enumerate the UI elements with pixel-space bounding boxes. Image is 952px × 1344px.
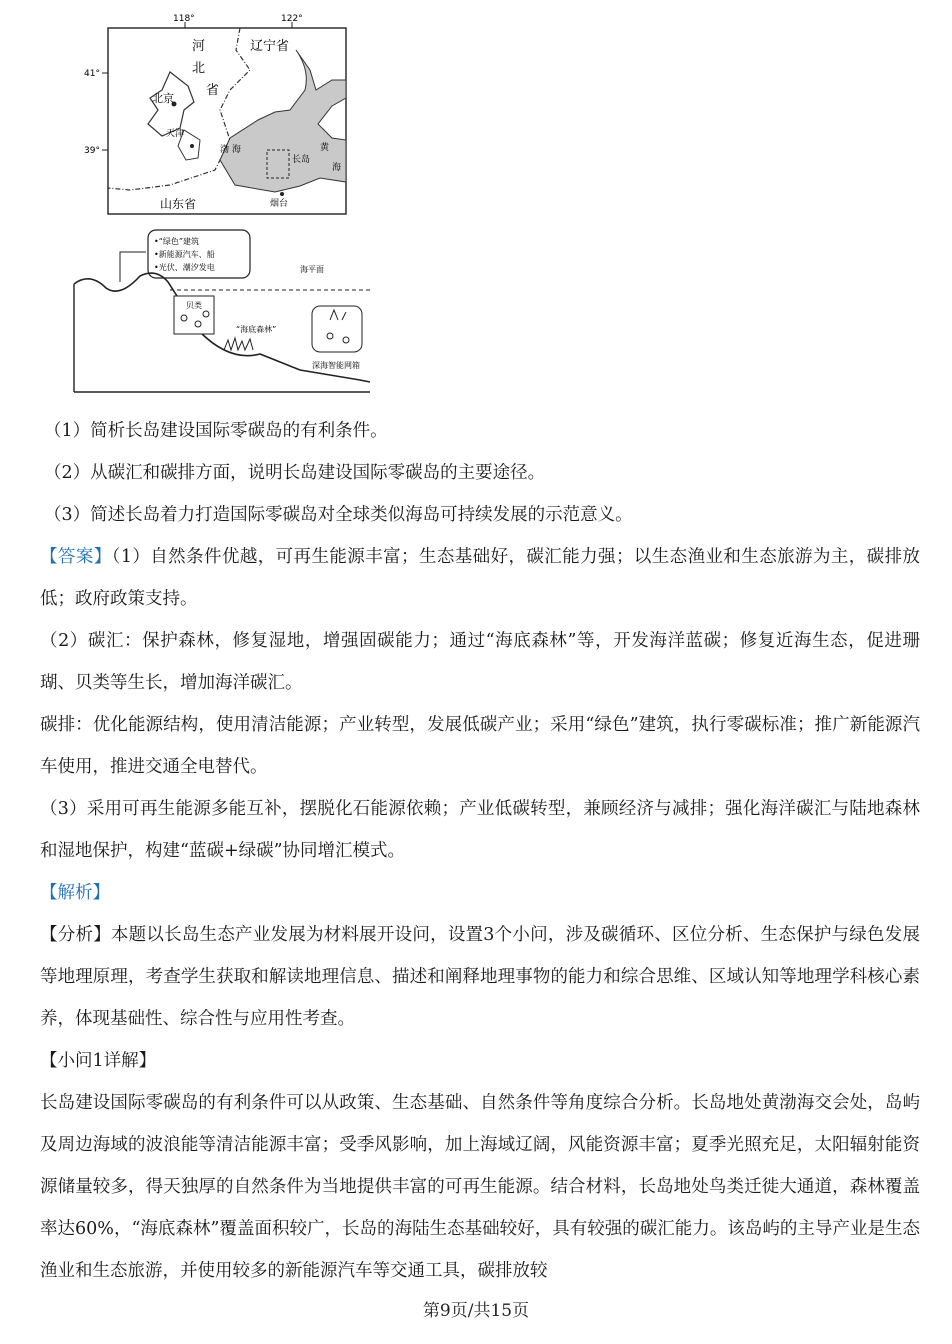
hebei-2: 北	[192, 61, 206, 76]
answer-part-2: （2）碳汇：保护森林，修复湿地，增强固碳能力；通过“海底森林”等，开发海洋蓝碳；修复近海生态，促进珊瑚、贝类等生长，增加海洋碳汇。	[40, 631, 920, 693]
net-cage-box	[312, 306, 362, 352]
sea-level-label: 海平面	[300, 265, 324, 274]
subquestion-1-detail: 长岛建设国际零碳岛的有利条件可以从政策、生态基础、自然条件等角度综合分析。长岛地处黄渤海交会处，岛屿及周边海域的波浪能等清洁能源丰富；受季风影响，加上海域辽阔，风能资源丰富；夏季光照充足，太阳辐射能资源储量较多，得天独厚的自然条件为当地提供丰富的可再生能源。结合材料，长岛地处鸟类迁徙大通道，森林覆盖率达60%，“海底森林”覆盖面积较广，长岛的海陆生态基础较好，具有较强的碳汇能力。该岛屿的主导产业是生态渔业和生态旅游，并使用较多的新能源汽车等交通工具，碳排放较	[40, 1093, 920, 1281]
seafloor-forest-label: “海底森林”	[236, 325, 277, 334]
lon-118: 118°	[173, 14, 195, 24]
analysis-overview: 【分析】本题以长岛生态产业发展为材料展开设问，设置3个小问，涉及碳循环、区位分析、生态保护与绿色发展等地理原理，考查学生获取和解读地理信息、描述和阐释地理事物的能力和综合思维、区域认知等地理学科核心素养，体现基础性、综合性与应用性考查。	[40, 925, 920, 1029]
text-content	[40, 410, 920, 1292]
tianjin-dot	[190, 144, 194, 148]
lat-39: 39°	[84, 146, 100, 156]
tianjin-label: 天津	[166, 129, 185, 139]
question-3: （3）简述长岛着力打造国际零碳岛对全球类似海岛可持续发展的示范意义。	[44, 505, 633, 525]
changdao-label: 长岛	[292, 155, 311, 165]
answer-part-3: （3）采用可再生能源多能互补，摆脱化石能源依赖；产业低碳转型，兼顾经济与减排；强化海洋碳汇与陆地森林和湿地保护，构建“蓝碳+绿碳”协同增汇模式。	[40, 799, 920, 861]
net-cage-label: 深海智能网箱	[312, 361, 360, 370]
measure-new-energy: •新能源汽车、船	[154, 250, 215, 259]
hebei-1: 河	[192, 39, 206, 54]
measure-solar-tidal: •光伏、潮汐发电	[154, 263, 215, 272]
hebei-3: 省	[206, 83, 220, 98]
answer-part-2-emissions: 碳排：优化能源结构，使用清洁能源；产业转型，发展低碳产业；采用“绿色”建筑，执行零碳标准；推广新能源汽车使用，推进交通全电替代。	[40, 715, 920, 777]
analysis-tag: 【解析】	[40, 883, 110, 903]
bohai-label: 渤 海	[220, 145, 241, 155]
box-arrow	[120, 252, 146, 282]
answer-part-1	[40, 536, 920, 620]
shandong-label: 山东省	[160, 197, 197, 211]
yantai-dot	[280, 192, 284, 196]
page-number: 第9页/共15页	[422, 1301, 530, 1321]
liaoning-label: 辽宁省	[250, 39, 290, 54]
zero-carbon-diagram	[60, 222, 390, 397]
answer-tag: 【答案】	[40, 547, 112, 567]
lon-122: 122°	[281, 14, 303, 24]
beijing-label: 北京	[152, 92, 174, 105]
location-map	[70, 10, 390, 220]
answer-text-1: （1）自然条件优越，可再生能源丰富；生态基础好，碳汇能力强；以生态渔业和生态旅游为主，碳排放低；政府政策支持。	[40, 547, 921, 609]
measure-green-building: •“绿色”建筑	[154, 237, 200, 246]
yellow-sea-1: 黄	[320, 143, 330, 153]
subquestion-1-title: 【小问1详解】	[40, 1051, 157, 1071]
yellow-sea-2: 海	[332, 163, 342, 173]
yantai-label: 烟台	[270, 199, 289, 209]
seaweed-icon	[224, 338, 253, 350]
lat-41: 41°	[84, 69, 100, 79]
question-1: （1）简析长岛建设国际零碳岛的有利条件。	[44, 421, 388, 441]
question-2: （2）从碳汇和碳排方面，说明长岛建设国际零碳岛的主要途径。	[44, 463, 546, 483]
shellfish-label: 贝类	[186, 301, 202, 310]
